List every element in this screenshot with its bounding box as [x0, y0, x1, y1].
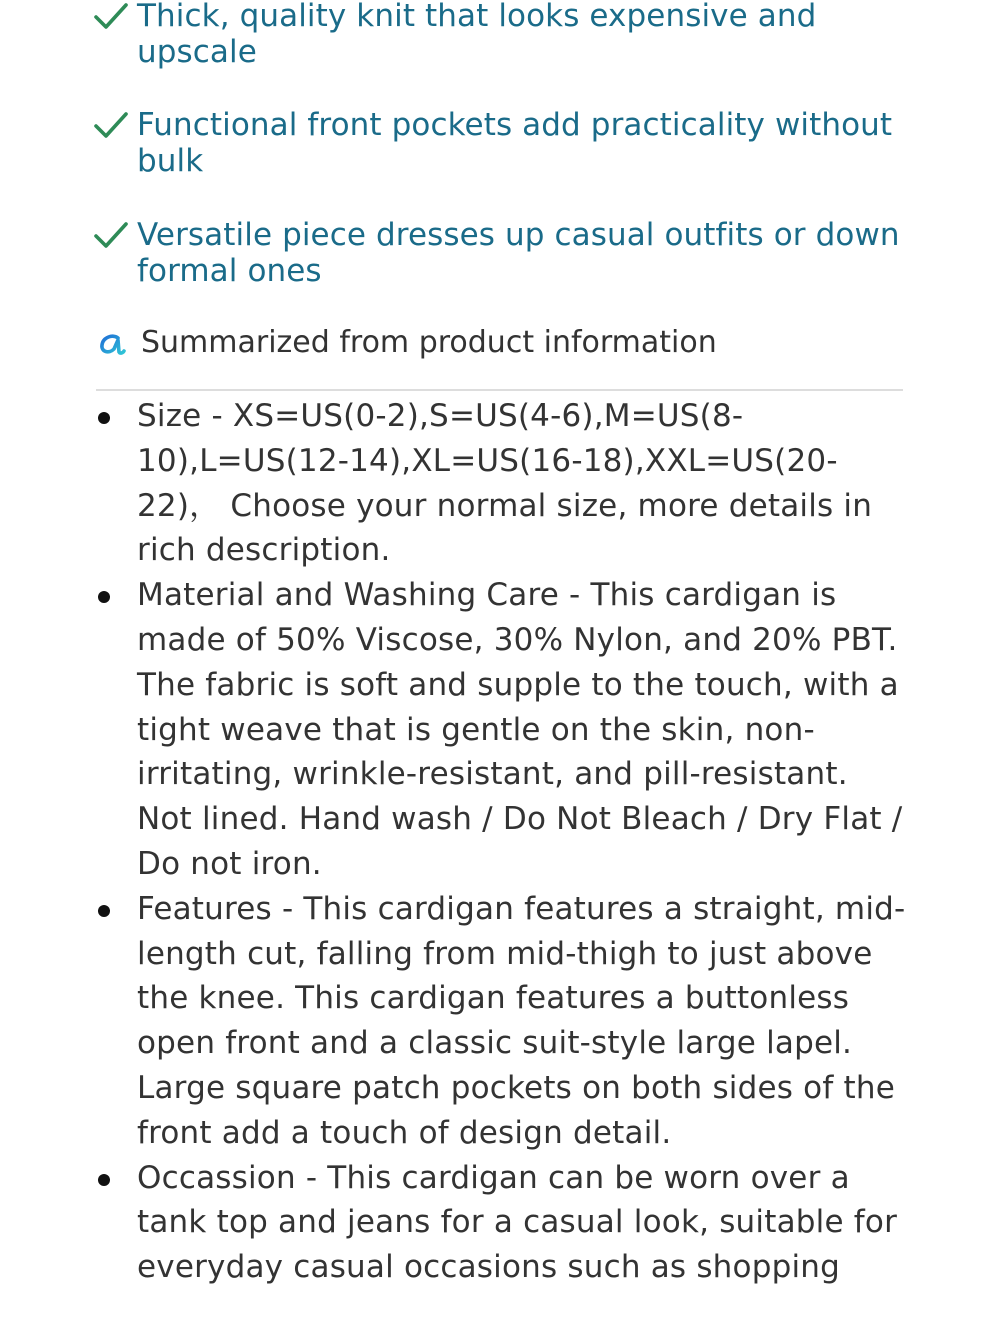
ai-summary-icon [97, 328, 127, 358]
bullet-text: Size - XS=US(0-2),S=US(4-6),M=US(8-10),L=US(12-14),XL=US(16-18),XXL=US(20-22)， Choose your normal size, more details in rich description. [137, 398, 873, 569]
check-icon [92, 217, 130, 255]
feature-bullets [0, 394, 1000, 1290]
highlight-text: Versatile piece dresses up casual outfits or down formal ones [137, 217, 900, 289]
bullet-item [0, 887, 1000, 1156]
section-divider [96, 389, 903, 391]
ai-summary-note [97, 323, 917, 363]
ai-summary-text: Summarized from product information [141, 325, 717, 360]
bullet-dot [98, 1174, 110, 1186]
check-icon [92, 0, 130, 36]
bullet-dot [98, 591, 110, 603]
bullet-dot [98, 905, 110, 917]
bullet-item [0, 394, 1000, 573]
bullet-text: Material and Washing Care - This cardigan is made of 50% Viscose, 30% Nylon, and 20% PBT. The fabric is soft and supple to the touch, with a tight weave that is gentle on the skin, non-irritating, wrinkle-resistant, and pill-resistant. Not lined. Hand wash / Do Not Bleach / Dry Flat / Do not iron. [137, 577, 903, 882]
bullet-item [0, 1156, 1000, 1290]
bullet-text: Features - This cardigan features a straight, mid-length cut, falling from mid-thigh to just above the knee. This cardigan features a buttonless open front and a classic suit-style large lapel. Large square patch pockets on both sides of the front add a touch of design detail. [137, 890, 906, 1151]
bullet-dot [98, 412, 110, 424]
highlight-text: Functional front pockets add practicality without bulk [137, 107, 893, 179]
bullet-item [0, 573, 1000, 887]
check-icon [92, 107, 130, 145]
bullet-text: Occassion - This cardigan can be worn over a tank top and jeans for a casual look, suitable for everyday casual occasions such as shopping [137, 1159, 898, 1286]
highlight-text: Thick, quality knit that looks expensive and upscale [137, 0, 817, 70]
